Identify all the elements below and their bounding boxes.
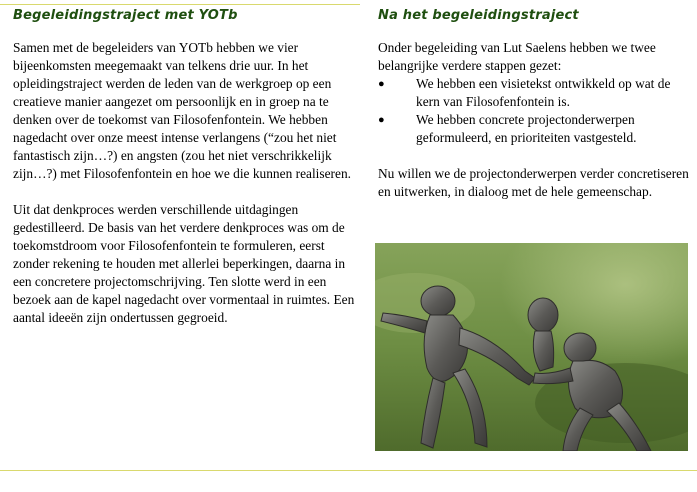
list-item-text: We hebben concrete projectonderwerpen geformuleerd, en prioriteiten vastgesteld.	[416, 112, 637, 145]
bullet-list	[378, 75, 690, 147]
right-closing: Nu willen we de projectonderwerpen verder concretiseren en uitwerken, in dialoog met de hele gemeenschap.	[378, 166, 689, 199]
list-item-text: We hebben een visietekst ontwikkeld op wat de kern van Filosofenfontein is.	[416, 76, 671, 109]
right-heading: Na het begeleidingstraject	[378, 8, 579, 23]
bullet-icon: ●	[378, 114, 385, 126]
right-column	[378, 8, 690, 219]
left-paragraph-1: Samen met de begeleiders van YOTb hebben we vier bijeenkomsten meegemaakt van telkens drie uur. In het opleidingstraject werden de leden van de werkgroep op een creatieve manier aangezet om persoonlijk en in groep na te denken over de toekomst van Filosofenfontein. We hebben nagedacht over onze meest intense verlangens (“zou het niet fantastisch zijn…?) en angsten (zou het niet verschrikkelijk zijn…?) met Filosofenfontein en hoe we die kunnen realiseren.	[13, 40, 352, 181]
right-intro: Onder begeleiding van Lut Saelens hebben we twee belangrijke verdere stappen gezet:	[378, 40, 656, 73]
list-item	[378, 75, 690, 111]
bullet-icon: ●	[378, 78, 385, 90]
left-column	[13, 8, 358, 345]
left-heading: Begeleidingstraject met YOTb	[13, 8, 238, 23]
sculpture-photo	[375, 243, 688, 451]
left-paragraph-2: Uit dat denkproces werden verschillende uitdagingen gedestilleerd. De basis van het verdere denkproces was om de toekomstdroom voor Filosofenfontein te formuleren, eerst zonder rekening te houden met allerlei beperkingen, daarna in een concretere projectomschrijving. Ten slotte werd in een bezoek aan de kapel nagedacht over vormentaal in ruimtes. Een aantal ideeën zijn ondertussen gegroeid.	[13, 202, 355, 325]
top-divider	[0, 4, 360, 5]
list-item	[378, 111, 690, 147]
bottom-divider	[0, 470, 697, 471]
